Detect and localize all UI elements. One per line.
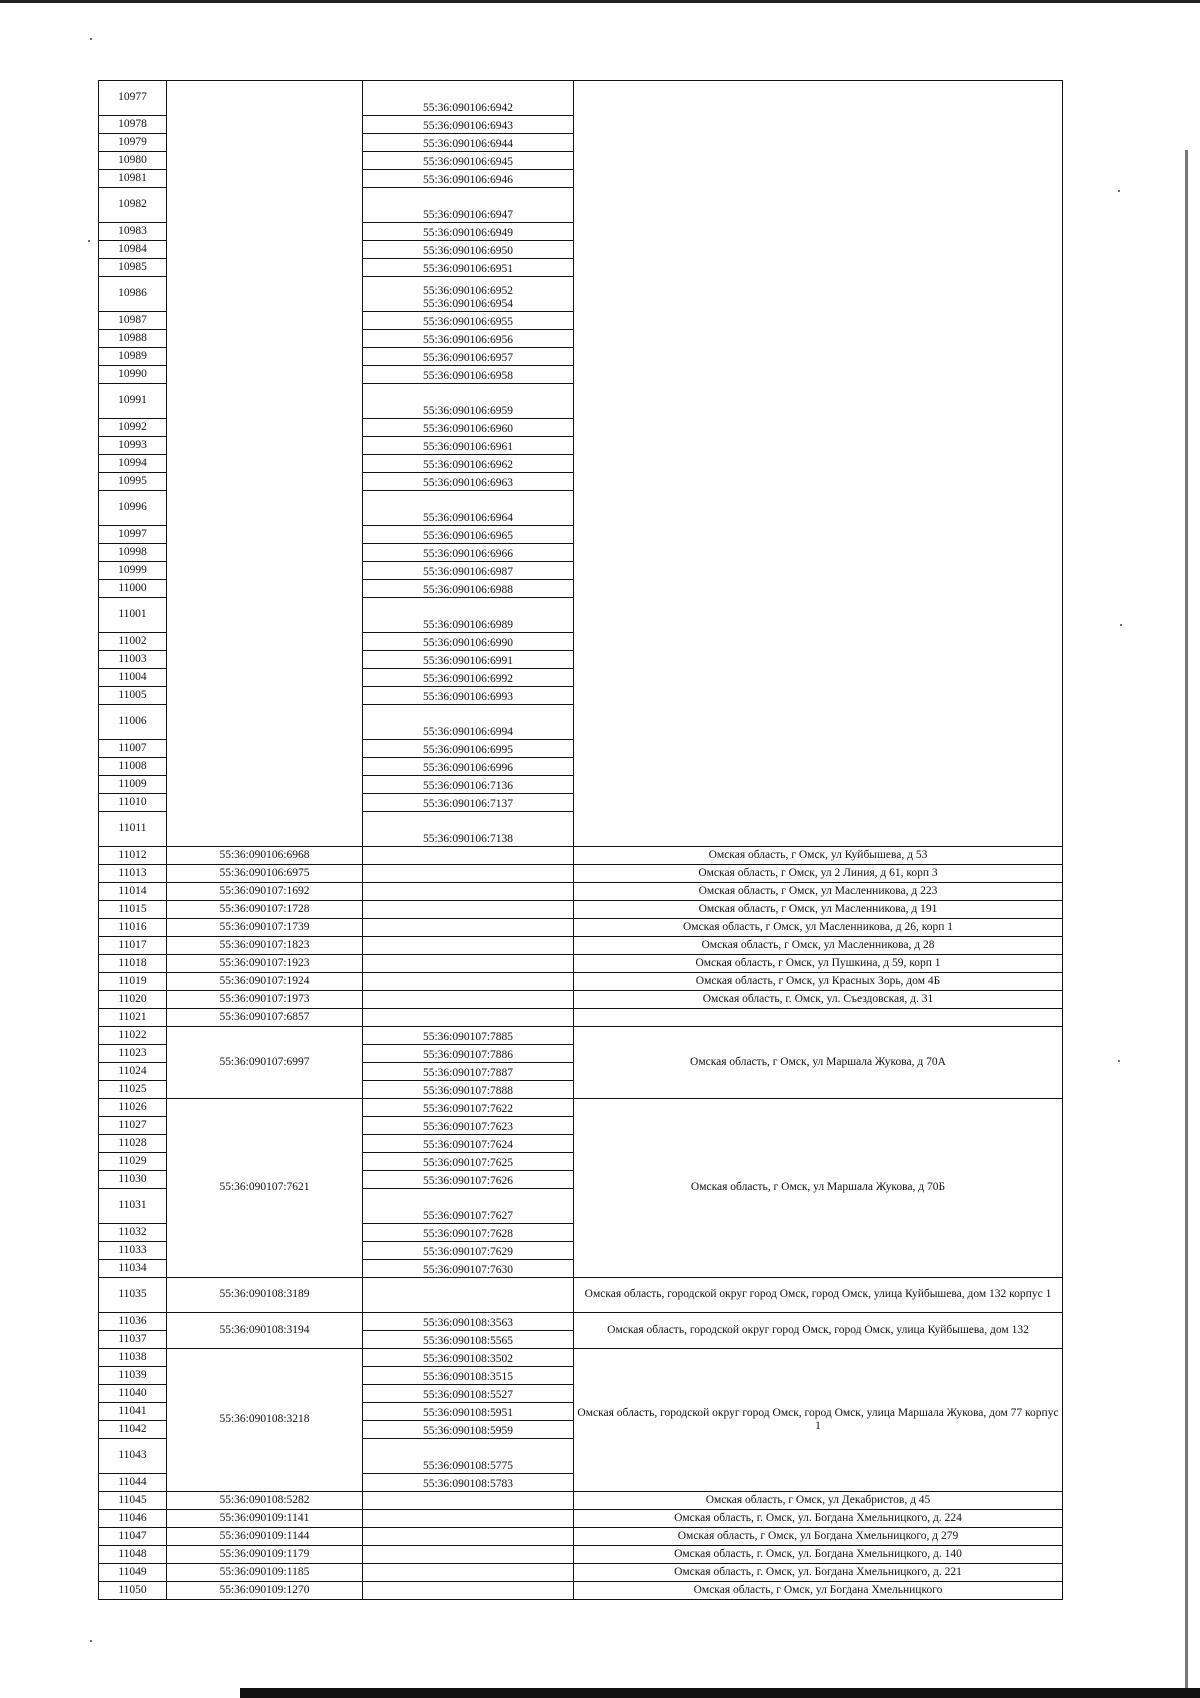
sub-cadastral-cell: 55:36:090107:7887: [363, 1063, 574, 1081]
parent-cadastral-cell: 55:36:090107:6997: [167, 1027, 363, 1099]
table-row: [99, 1492, 1063, 1510]
row-number-cell: 11032: [99, 1224, 167, 1242]
sub-cadastral-cell: 55:36:090107:7623: [363, 1117, 574, 1135]
row-number-cell: 10981: [99, 170, 167, 188]
row-number-cell: 11031: [99, 1189, 167, 1224]
sub-cadastral-cell: 55:36:090106:6963: [363, 473, 574, 491]
sub-cadastral-cell: [363, 1009, 574, 1027]
address-cell: Омская область, г. Омск, ул. Богдана Хмельницкого, д. 221: [574, 1564, 1063, 1582]
registry-table-body: [99, 81, 1063, 1600]
sub-cadastral-cell: 55:36:090106:6964: [363, 491, 574, 526]
row-number-cell: 11018: [99, 955, 167, 973]
address-cell: Омская область, г Омск, ул Богдана Хмельницкого, д 279: [574, 1528, 1063, 1546]
sub-cadastral-cell: 55:36:090107:7624: [363, 1135, 574, 1153]
row-number-cell: 11047: [99, 1528, 167, 1546]
registry-table: [98, 80, 1063, 1600]
sub-cadastral-cell: [363, 883, 574, 901]
sub-cadastral-cell: 55:36:090108:5527: [363, 1385, 574, 1403]
row-number-cell: 11026: [99, 1099, 167, 1117]
row-number-cell: 11001: [99, 598, 167, 633]
row-number-cell: 10995: [99, 473, 167, 491]
sub-cadastral-cell: 55:36:090108:5565: [363, 1331, 574, 1349]
row-number-cell: 11006: [99, 705, 167, 740]
row-number-cell: 11042: [99, 1421, 167, 1439]
row-number-cell: 11041: [99, 1403, 167, 1421]
sub-cadastral-cell: 55:36:090106:6993: [363, 687, 574, 705]
row-number-cell: 11009: [99, 776, 167, 794]
sub-cadastral-cell: 55:36:090106:7137: [363, 794, 574, 812]
scan-speck: [1118, 1060, 1120, 1062]
row-number-cell: 11025: [99, 1081, 167, 1099]
parent-cadastral-cell: 55:36:090107:1692: [167, 883, 363, 901]
table-row: [99, 991, 1063, 1009]
row-number-cell: 11021: [99, 1009, 167, 1027]
sub-cadastral-cell: 55:36:090106:7138: [363, 812, 574, 847]
table-row: [99, 1546, 1063, 1564]
scan-speck: [1120, 624, 1122, 626]
sub-cadastral-cell: 55:36:090106:6995: [363, 740, 574, 758]
row-number-cell: 11040: [99, 1385, 167, 1403]
parent-cadastral-cell: 55:36:090107:1923: [167, 955, 363, 973]
row-number-cell: 11024: [99, 1063, 167, 1081]
sub-cadastral-cell: 55:36:090107:7625: [363, 1153, 574, 1171]
table-row: [99, 1278, 1063, 1313]
row-number-cell: 11030: [99, 1171, 167, 1189]
sub-cadastral-cell: 55:36:090106:6944: [363, 134, 574, 152]
sub-cadastral-cell: 55:36:090108:3502: [363, 1349, 574, 1367]
address-cell: Омская область, г Омск, ул Масленникова, д 26, корп 1: [574, 919, 1063, 937]
row-number-cell: 11048: [99, 1546, 167, 1564]
row-number-cell: 10990: [99, 366, 167, 384]
sub-cadastral-cell: 55:36:090107:7888: [363, 1081, 574, 1099]
row-number-cell: 11028: [99, 1135, 167, 1153]
sub-cadastral-cell: [363, 1492, 574, 1510]
sub-cadastral-cell: [363, 955, 574, 973]
sub-cadastral-cell: 55:36:090108:3515: [363, 1367, 574, 1385]
address-cell: Омская область, городской округ город Омск, город Омск, улица Куйбышева, дом 132: [574, 1313, 1063, 1349]
parent-cadastral-cell: 55:36:090107:1823: [167, 937, 363, 955]
sub-cadastral-cell: [363, 1582, 574, 1600]
scan-speck: [90, 1640, 92, 1642]
table-row: [99, 865, 1063, 883]
address-cell: Омская область, г Омск, ул Масленникова, д 223: [574, 883, 1063, 901]
sub-cadastral-cell: 55:36:090106:6987: [363, 562, 574, 580]
sub-cadastral-cell: 55:36:090106:6994: [363, 705, 574, 740]
address-cell: Омская область, г. Омск, ул. Богдана Хмельницкого, д. 140: [574, 1546, 1063, 1564]
table-row: [99, 1009, 1063, 1027]
sub-cadastral-cell: [363, 277, 574, 312]
table-row: [99, 1349, 1063, 1367]
address-cell: Омская область, г Омск, ул Масленникова, д 28: [574, 937, 1063, 955]
sub-cadastral-cell: 55:36:090107:7630: [363, 1260, 574, 1278]
parent-cadastral-cell: 55:36:090108:3194: [167, 1313, 363, 1349]
parent-cadastral-cell: 55:36:090109:1185: [167, 1564, 363, 1582]
sub-cadastral-cell: 55:36:090106:6988: [363, 580, 574, 598]
scan-bottom-edge: [240, 1688, 1200, 1698]
sub-cadastral-cell: 55:36:090106:6961: [363, 437, 574, 455]
table-row: [99, 1027, 1063, 1045]
sub-cadastral-cell: 55:36:090106:6956: [363, 330, 574, 348]
sub-cadastral-cell: [363, 1528, 574, 1546]
parent-cadastral-cell: 55:36:090109:1144: [167, 1528, 363, 1546]
row-number-cell: 11015: [99, 901, 167, 919]
sub-cadastral-cell: 55:36:090106:6951: [363, 259, 574, 277]
parent-cadastral-cell: 55:36:090106:6968: [167, 847, 363, 865]
parent-cadastral-cell: 55:36:090107:1973: [167, 991, 363, 1009]
scan-speck: [90, 38, 92, 40]
address-cell: Омская область, г Омск, ул Богдана Хмельницкого: [574, 1582, 1063, 1600]
sub-cadastral-cell: [363, 919, 574, 937]
parent-cadastral-cell: 55:36:090107:6857: [167, 1009, 363, 1027]
sub-cadastral-cell: [363, 973, 574, 991]
row-number-cell: 11044: [99, 1474, 167, 1492]
row-number-cell: 10977: [99, 81, 167, 116]
row-number-cell: 11045: [99, 1492, 167, 1510]
sub-cadastral-cell: 55:36:090106:6991: [363, 651, 574, 669]
row-number-cell: 10987: [99, 312, 167, 330]
row-number-cell: 10989: [99, 348, 167, 366]
table-row: [99, 81, 1063, 116]
sub-cadastral-cell: [363, 847, 574, 865]
row-number-cell: 10988: [99, 330, 167, 348]
row-number-cell: 11043: [99, 1439, 167, 1474]
row-number-cell: 10983: [99, 223, 167, 241]
row-number-cell: 10993: [99, 437, 167, 455]
row-number-cell: 11033: [99, 1242, 167, 1260]
row-number-cell: 11016: [99, 919, 167, 937]
sub-cadastral-cell: 55:36:090106:6992: [363, 669, 574, 687]
sub-cadastral-cell: [363, 1564, 574, 1582]
row-number-cell: 11010: [99, 794, 167, 812]
row-number-cell: 11000: [99, 580, 167, 598]
sub-cadastral-cell: 55:36:090107:7886: [363, 1045, 574, 1063]
sub-cadastral-cell: [363, 1546, 574, 1564]
row-number-cell: 11019: [99, 973, 167, 991]
sub-cadastral-cell: 55:36:090106:6947: [363, 188, 574, 223]
sub-cadastral-cell: 55:36:090107:7622: [363, 1099, 574, 1117]
table-row: [99, 937, 1063, 955]
sub-cadastral-number: 55:36:090106:6952: [422, 284, 514, 297]
row-number-cell: 10980: [99, 152, 167, 170]
row-number-cell: 10996: [99, 491, 167, 526]
sub-cadastral-number: 55:36:090106:6954: [422, 297, 514, 310]
address-cell: Омская область, г Омск, ул Куйбышева, д 53: [574, 847, 1063, 865]
address-cell: Омская область, г Омск, ул Маршала Жукова, д 70Б: [574, 1099, 1063, 1278]
row-number-cell: 11023: [99, 1045, 167, 1063]
address-cell: Омская область, г Омск, ул Красных Зорь, дом 4Б: [574, 973, 1063, 991]
row-number-cell: 11003: [99, 651, 167, 669]
sub-cadastral-cell: 55:36:090106:6955: [363, 312, 574, 330]
sub-cadastral-cell: 55:36:090106:6957: [363, 348, 574, 366]
address-cell: Омская область, г. Омск, ул. Съездовская, д. 31: [574, 991, 1063, 1009]
sub-cadastral-cell: 55:36:090108:3563: [363, 1313, 574, 1331]
table-row: [99, 1564, 1063, 1582]
row-number-cell: 11005: [99, 687, 167, 705]
sub-cadastral-cell: 55:36:090107:7627: [363, 1189, 574, 1224]
sub-cadastral-cell: 55:36:090106:6962: [363, 455, 574, 473]
sub-cadastral-cell: 55:36:090106:6990: [363, 633, 574, 651]
sub-cadastral-cell: 55:36:090108:5959: [363, 1421, 574, 1439]
sub-cadastral-cell: 55:36:090106:6959: [363, 384, 574, 419]
parent-cadastral-cell: 55:36:090107:7621: [167, 1099, 363, 1278]
sub-cadastral-cell: 55:36:090106:6949: [363, 223, 574, 241]
sub-cadastral-cell: 55:36:090107:7629: [363, 1242, 574, 1260]
sub-cadastral-cell: 55:36:090107:7885: [363, 1027, 574, 1045]
table-row: [99, 847, 1063, 865]
row-number-cell: 11014: [99, 883, 167, 901]
row-number-cell: 11011: [99, 812, 167, 847]
parent-cadastral-cell: 55:36:090109:1141: [167, 1510, 363, 1528]
row-number-cell: 10992: [99, 419, 167, 437]
row-number-cell: 11012: [99, 847, 167, 865]
sub-cadastral-cell: 55:36:090106:6946: [363, 170, 574, 188]
row-number-cell: 11022: [99, 1027, 167, 1045]
table-row: [99, 919, 1063, 937]
sub-cadastral-cell: 55:36:090108:5951: [363, 1403, 574, 1421]
address-cell: [574, 1009, 1063, 1027]
row-number-cell: 11017: [99, 937, 167, 955]
scan-speck: [88, 240, 90, 242]
row-number-cell: 11027: [99, 1117, 167, 1135]
registry-table-container: [98, 80, 1062, 1600]
sub-cadastral-cell: 55:36:090106:6950: [363, 241, 574, 259]
row-number-cell: 10984: [99, 241, 167, 259]
sub-cadastral-cell: 55:36:090106:6966: [363, 544, 574, 562]
sub-cadastral-cell: [363, 991, 574, 1009]
row-number-cell: 11039: [99, 1367, 167, 1385]
address-cell: Омская область, городской округ город Омск, город Омск, улица Куйбышева, дом 132 корпус 1: [574, 1278, 1063, 1313]
sub-cadastral-cell: 55:36:090106:6996: [363, 758, 574, 776]
address-cell: Омская область, г Омск, ул Декабристов, д 45: [574, 1492, 1063, 1510]
sub-cadastral-cell: [363, 901, 574, 919]
row-number-cell: 10979: [99, 134, 167, 152]
table-row: [99, 1510, 1063, 1528]
parent-cadastral-cell: 55:36:090107:1924: [167, 973, 363, 991]
sub-cadastral-cell: [363, 1278, 574, 1313]
sub-cadastral-cell: 55:36:090106:6989: [363, 598, 574, 633]
row-number-cell: 10978: [99, 116, 167, 134]
table-row: [99, 1099, 1063, 1117]
row-number-cell: 11020: [99, 991, 167, 1009]
sub-cadastral-cell: 55:36:090106:7136: [363, 776, 574, 794]
row-number-cell: 11034: [99, 1260, 167, 1278]
sub-cadastral-cell: 55:36:090107:7626: [363, 1171, 574, 1189]
row-number-cell: 11050: [99, 1582, 167, 1600]
address-cell: Омская область, г Омск, ул Масленникова, д 191: [574, 901, 1063, 919]
row-number-cell: 11002: [99, 633, 167, 651]
table-row: [99, 1582, 1063, 1600]
table-row: [99, 1313, 1063, 1331]
row-number-cell: 11007: [99, 740, 167, 758]
sub-cadastral-cell: 55:36:090108:5783: [363, 1474, 574, 1492]
row-number-cell: 10986: [99, 277, 167, 312]
sub-cadastral-cell: [363, 1510, 574, 1528]
row-number-cell: 11029: [99, 1153, 167, 1171]
address-cell: Омская область, г Омск, ул Пушкина, д 59, корп 1: [574, 955, 1063, 973]
row-number-cell: 11008: [99, 758, 167, 776]
table-row: [99, 1528, 1063, 1546]
address-cell: [574, 81, 1063, 847]
table-row: [99, 955, 1063, 973]
row-number-cell: 10998: [99, 544, 167, 562]
row-number-cell: 10994: [99, 455, 167, 473]
table-row: [99, 973, 1063, 991]
parent-cadastral-cell: 55:36:090107:1739: [167, 919, 363, 937]
sub-cadastral-cell: 55:36:090106:6945: [363, 152, 574, 170]
scan-top-edge: [0, 0, 1200, 3]
address-cell: Омская область, г Омск, ул 2 Линия, д 61, корп 3: [574, 865, 1063, 883]
address-cell: Омская область, г. Омск, ул. Богдана Хмельницкого, д. 224: [574, 1510, 1063, 1528]
parent-cadastral-cell: 55:36:090107:1728: [167, 901, 363, 919]
sub-cadastral-cell: [363, 865, 574, 883]
parent-cadastral-cell: 55:36:090108:3189: [167, 1278, 363, 1313]
row-number-cell: 11038: [99, 1349, 167, 1367]
row-number-cell: 11035: [99, 1278, 167, 1313]
scan-speck: [1118, 190, 1120, 192]
address-cell: Омская область, г Омск, ул Маршала Жукова, д 70А: [574, 1027, 1063, 1099]
table-row: [99, 883, 1063, 901]
table-row: [99, 901, 1063, 919]
sub-cadastral-cell: 55:36:090106:6942: [363, 81, 574, 116]
row-number-cell: 10982: [99, 188, 167, 223]
row-number-cell: 10999: [99, 562, 167, 580]
parent-cadastral-cell: 55:36:090106:6975: [167, 865, 363, 883]
parent-cadastral-cell: 55:36:090109:1179: [167, 1546, 363, 1564]
sub-cadastral-cell: 55:36:090106:6958: [363, 366, 574, 384]
parent-cadastral-cell: 55:36:090108:5282: [167, 1492, 363, 1510]
sub-cadastral-cell: 55:36:090108:5775: [363, 1439, 574, 1474]
sub-cadastral-cell: [363, 937, 574, 955]
sub-cadastral-cell: 55:36:090107:7628: [363, 1224, 574, 1242]
row-number-cell: 10997: [99, 526, 167, 544]
row-number-cell: 11013: [99, 865, 167, 883]
parent-cadastral-cell: [167, 81, 363, 847]
scan-right-edge: [1185, 150, 1188, 1698]
parent-cadastral-cell: 55:36:090108:3218: [167, 1349, 363, 1492]
row-number-cell: 11004: [99, 669, 167, 687]
row-number-cell: 10991: [99, 384, 167, 419]
parent-cadastral-cell: 55:36:090109:1270: [167, 1582, 363, 1600]
row-number-cell: 11049: [99, 1564, 167, 1582]
sub-cadastral-cell: 55:36:090106:6943: [363, 116, 574, 134]
address-cell: Омская область, городской округ город Омск, город Омск, улица Маршала Жукова, дом 77 корпус 1: [574, 1349, 1063, 1492]
row-number-cell: 11037: [99, 1331, 167, 1349]
sub-cadastral-cell: 55:36:090106:6960: [363, 419, 574, 437]
row-number-cell: 10985: [99, 259, 167, 277]
sub-cadastral-cell: 55:36:090106:6965: [363, 526, 574, 544]
row-number-cell: 11046: [99, 1510, 167, 1528]
row-number-cell: 11036: [99, 1313, 167, 1331]
